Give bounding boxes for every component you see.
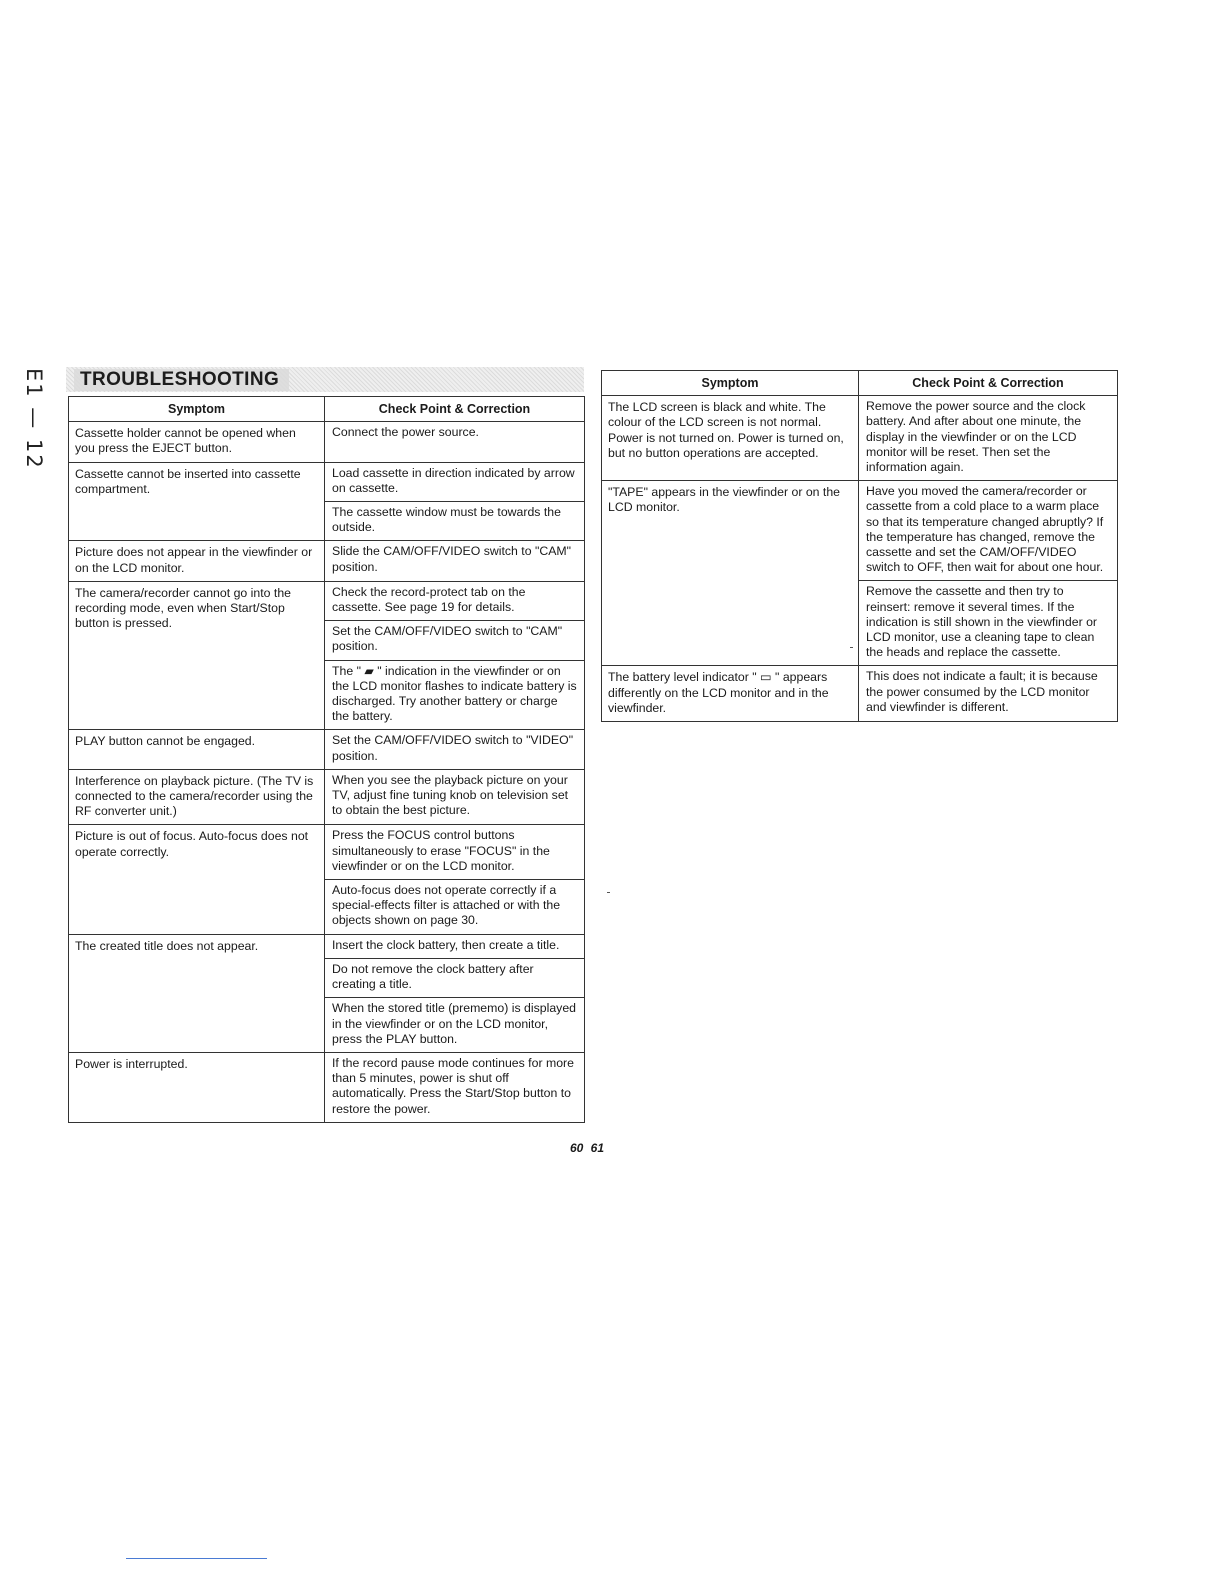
section-banner [66, 367, 584, 392]
scan-speck [607, 892, 610, 893]
table-row [602, 396, 1118, 481]
troubleshooting-table-left [68, 396, 585, 1123]
correction-item: Set the CAM/OFF/VIDEO switch to "CAM" position. [325, 620, 584, 659]
scan-speck [850, 647, 853, 648]
correction-item: Check the record-protect tab on the cassette. See page 19 for details. [332, 584, 526, 615]
table-row [69, 934, 585, 1052]
symptom-cell: The LCD screen is black and white. The colour of the LCD screen is not normal. Power is not turned on. Power is turned on, but no button operations are accepted. [602, 396, 859, 481]
symptom-cell: The camera/recorder cannot go into the recording mode, even when Start/Stop button is pressed. [69, 581, 325, 730]
side-page-label: E1 — 12 [22, 368, 46, 470]
table-row [69, 462, 585, 541]
correction-item: Remove the cassette and then try to reinsert: remove it several times. If the indication is still shown in the viewfinder or LCD monitor, use a cleaning tape to clean the heads and replace the cassette. [859, 580, 1117, 665]
symptom-header: Symptom [602, 371, 859, 396]
correction-item: Slide the CAM/OFF/VIDEO switch to "CAM" position. [332, 544, 572, 574]
troubleshooting-table-right [601, 370, 1118, 722]
correction-item: The cassette window must be towards the outside. [325, 501, 584, 540]
symptom-cell: Interference on playback picture. (The TV is connected to the camera/recorder using the RF converter unit.) [69, 769, 325, 825]
correction-cell [859, 396, 1118, 481]
correction-header: Check Point & Correction [325, 397, 585, 422]
correction-header: Check Point & Correction [859, 371, 1118, 396]
symptom-cell: "TAPE" appears in the viewfinder or on the LCD monitor. [602, 481, 859, 666]
correction-cell [325, 541, 585, 581]
correction-cell [325, 422, 585, 462]
correction-item: Auto-focus does not operate correctly if a special-effects filter is attached or with the objects shown on page 30. [325, 879, 584, 934]
table-row [69, 825, 585, 934]
table-row [69, 541, 585, 581]
table-header-row [602, 371, 1118, 396]
correction-item: Connect the power source. [332, 425, 479, 440]
correction-item: Press the FOCUS control buttons simultaneously to erase "FOCUS" in the viewfinder or on the LCD monitor. [332, 828, 550, 873]
symptom-cell: Picture is out of focus. Auto-focus does not operate correctly. [69, 825, 325, 934]
correction-cell [325, 1052, 585, 1122]
correction-item: The " ▰ " indication in the viewfinder or on the LCD monitor flashes to indicate battery is discharged. Try another battery or charge the battery. [325, 660, 584, 730]
correction-item: Remove the power source and the clock battery. And after about one minute, the display in the viewfinder or on the LCD monitor will be reset. Then set the information again. [866, 399, 1086, 475]
symptom-cell: Cassette cannot be inserted into cassette compartment. [69, 462, 325, 541]
table-row [602, 666, 1118, 722]
correction-cell [325, 730, 585, 769]
correction-item: Do not remove the clock battery after creating a title. [325, 958, 584, 997]
table-row [69, 581, 585, 730]
correction-cell [325, 825, 585, 934]
symptom-cell: Cassette holder cannot be opened when you press the EJECT button. [69, 422, 325, 462]
section-title: TROUBLESHOOTING [74, 369, 289, 391]
symptom-header: Symptom [69, 397, 325, 422]
symptom-cell: The created title does not appear. [69, 934, 325, 1052]
correction-cell [859, 481, 1118, 666]
correction-cell [325, 934, 585, 1052]
correction-cell [325, 769, 585, 825]
symptom-cell: PLAY button cannot be engaged. [69, 730, 325, 769]
correction-item: If the record pause mode continues for more than 5 minutes, power is shut off automatically. Press the Start/Stop button to restore the power. [332, 1055, 574, 1116]
correction-item: Insert the clock battery, then create a title. [332, 937, 560, 952]
correction-item: When you see the playback picture on your TV, adjust fine tuning knob on television set to obtain the best picture. [332, 772, 569, 818]
symptom-cell: The battery level indicator " ▭ " appears differently on the LCD monitor and in the viewfinder. [602, 666, 859, 722]
correction-cell [325, 462, 585, 541]
table-row [69, 730, 585, 769]
table-row [69, 769, 585, 825]
correction-item: When the stored title (prememo) is displayed in the viewfinder or on the LCD monitor, press the PLAY button. [325, 997, 584, 1052]
correction-item: This does not indicate a fault; it is because the power consumed by the LCD monitor and viewfinder is different. [866, 669, 1098, 714]
symptom-cell: Picture does not appear in the viewfinder or on the LCD monitor. [69, 541, 325, 581]
symptom-cell: Power is interrupted. [69, 1052, 325, 1122]
table-header-row [69, 397, 585, 422]
correction-item: Set the CAM/OFF/VIDEO switch to "VIDEO" position. [332, 733, 574, 763]
table-row [69, 1052, 585, 1122]
bottom-rule [126, 1558, 267, 1559]
page-numbers: 60 61 [570, 1141, 605, 1155]
correction-item: Have you moved the camera/recorder or cassette from a cold place to a warm place so that its temperature changed abruptly? If the temperature has changed, remove the cassette and set the CAM/OFF/VIDEO switch to OFF, then wait for about one hour. [866, 484, 1104, 575]
correction-cell [859, 666, 1118, 722]
correction-item: Load cassette in direction indicated by arrow on cassette. [332, 465, 575, 495]
table-row [602, 481, 1118, 666]
table-row [69, 422, 585, 462]
correction-cell [325, 581, 585, 730]
